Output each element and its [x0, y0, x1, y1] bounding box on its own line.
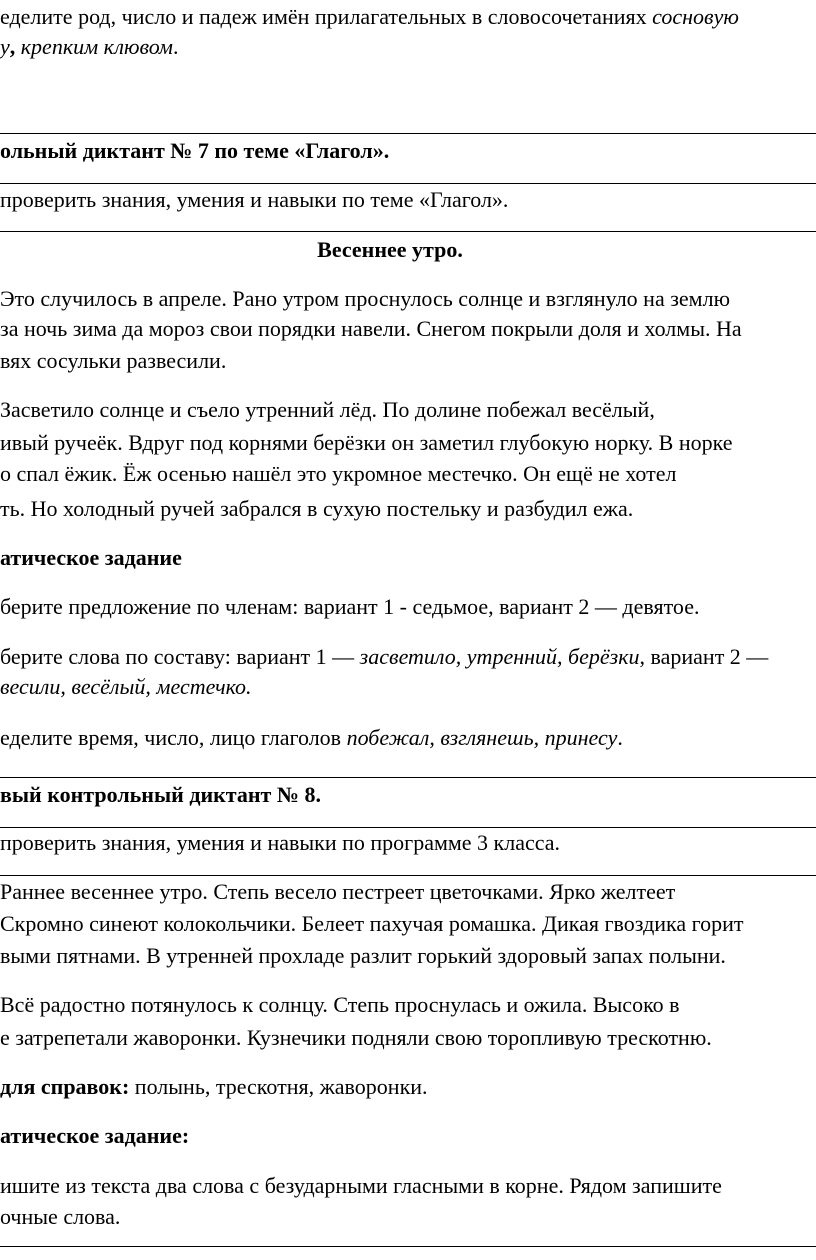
dictation-8-title	[0, 784, 321, 806]
text-run: полынь, трескотня, жаворонки.	[129, 1074, 428, 1099]
dictation-text-line	[0, 913, 744, 935]
horizontal-rule	[0, 1246, 816, 1247]
text-run: атическое задание	[0, 545, 182, 570]
text-run: ольный диктант № 7 по теме «Глагол».	[0, 138, 390, 163]
dictation-text-line	[0, 399, 655, 421]
horizontal-rule	[0, 231, 816, 232]
text-run: о спал ёжик. Ёж осенью нашёл это укромное местечко. Он ещё не хотел	[0, 461, 677, 486]
text-run: для справок:	[0, 1074, 130, 1099]
text-run: очные слова.	[0, 1204, 121, 1229]
text-run: проверить знания, умения и навыки по программе 3 класса.	[0, 830, 561, 855]
dictation-text-line	[0, 288, 730, 310]
grammar-task-heading	[0, 547, 182, 569]
grammar-task-heading	[0, 1125, 189, 1147]
dictation-7-goal	[0, 189, 508, 211]
text-run: еделите время, число, лицо глаголов	[0, 725, 347, 750]
text-run: засветило, утренний, берёзки	[359, 644, 640, 669]
text-run: крепким клювом	[20, 34, 173, 59]
task-line	[0, 6, 739, 28]
text-run: е затрепетали жаворонки. Кузнечики подняли свою торопливую трескотню.	[0, 1025, 712, 1050]
dictation-text-line	[0, 350, 226, 372]
task-line	[0, 36, 178, 58]
grammar-task-line	[0, 646, 768, 668]
text-run: Засветило солнце и съело утренний лёд. По долине побежал весёлый,	[0, 397, 655, 422]
text-run: .	[172, 34, 179, 59]
dictation-text-line	[0, 318, 742, 340]
dictation-text-line	[0, 498, 633, 520]
dictation-text-line	[0, 881, 675, 903]
grammar-task-line	[0, 1206, 120, 1228]
text-run: , вариант 2 —	[639, 644, 769, 669]
text-run: за ночь зима да мороз свои порядки навели. Снегом покрыли доля и холмы. На	[0, 316, 742, 341]
text-run: ,	[9, 34, 21, 59]
text-run: выми пятнами. В утренней прохладе разлит горький здоровый запах полыни.	[0, 943, 726, 968]
text-run: вях сосульки развесили.	[0, 348, 227, 373]
text-run: .	[617, 725, 623, 750]
grammar-task-line	[0, 596, 699, 618]
dictation-7-heading	[0, 239, 780, 261]
text-run: вый контрольный диктант № 8.	[0, 782, 321, 807]
text-run: проверить знания, умения и навыки по теме «Глагол».	[0, 187, 509, 212]
dictation-text-line	[0, 432, 733, 454]
horizontal-rule	[0, 777, 816, 778]
text-run: сосновую	[652, 4, 739, 29]
reference-words-line	[0, 1076, 428, 1098]
text-run: Раннее весеннее утро. Степь весело пестреет цветочками. Ярко желтеет	[0, 879, 676, 904]
dictation-8-goal	[0, 832, 560, 854]
text-run: ишите из текста два слова с безударными гласными в корне. Рядом запишите	[0, 1173, 722, 1198]
horizontal-rule	[0, 183, 816, 184]
text-run: Скромно синеют колокольчики. Белеет пахучая ромашка. Дикая гвоздика горит	[0, 911, 744, 936]
text-run: атическое задание:	[0, 1123, 190, 1148]
grammar-task-line	[0, 676, 252, 698]
grammar-task-line	[0, 727, 623, 749]
grammar-task-line	[0, 1175, 722, 1197]
dictation-7-title	[0, 140, 389, 162]
text-run: Это случилось в апреле. Рано утром проснулось солнце и взглянуло на землю	[0, 286, 731, 311]
text-run: Всё радостно потянулось к солнцу. Степь проснулась и ожила. Высоко в	[0, 992, 680, 1017]
text-run: ивый ручеёк. Вдруг под корнями берёзки он заметил глубокую норку. В норке	[0, 430, 733, 455]
text-run: берите предложение по членам: вариант 1 - седьмое, вариант 2 — девятое.	[0, 594, 700, 619]
horizontal-rule	[0, 875, 816, 876]
text-run: еделите род, число и падеж имён прилагательных в словосочетаниях	[0, 4, 653, 29]
dictation-text-line	[0, 945, 726, 967]
text-run: Весеннее утро.	[317, 237, 463, 262]
text-run: весили, весёлый, местечко.	[0, 674, 252, 699]
dictation-text-line	[0, 463, 676, 485]
text-run: ть. Но холодный ручей забрался в сухую постельку и разбудил ежа.	[0, 496, 634, 521]
text-run: берите слова по составу: вариант 1 —	[0, 644, 360, 669]
horizontal-rule	[0, 133, 816, 134]
text-run: побежал, взглянешь, принесу	[346, 725, 618, 750]
dictation-text-line	[0, 994, 680, 1016]
text-run: у	[0, 34, 10, 59]
horizontal-rule	[0, 827, 816, 828]
dictation-text-line	[0, 1027, 712, 1049]
